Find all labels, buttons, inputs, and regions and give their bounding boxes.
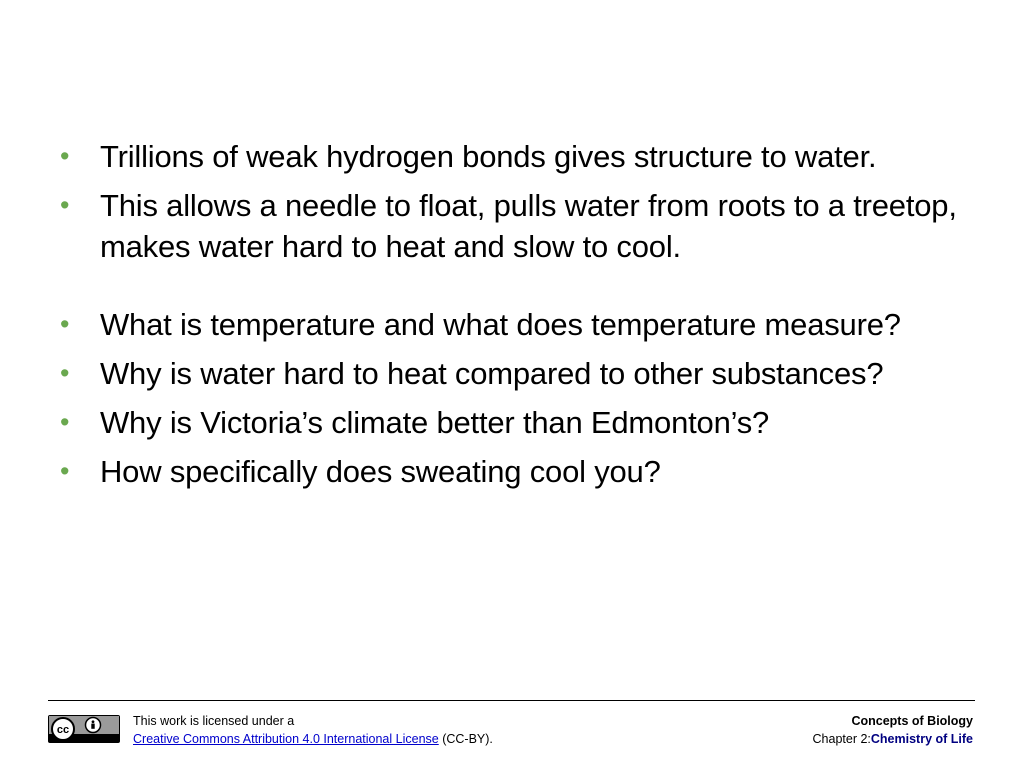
license-link[interactable]: Creative Commons Attribution 4.0 International License	[133, 732, 439, 746]
bullet-item	[58, 451, 958, 492]
bullet-marker: •	[60, 456, 70, 486]
bullet-marker: •	[60, 141, 70, 171]
bullet-item	[58, 185, 958, 267]
course-info	[813, 712, 973, 748]
bullet-item	[58, 304, 958, 345]
course-title: Concepts of Biology	[851, 714, 973, 728]
license-line	[133, 730, 493, 748]
bullet-text: This allows a needle to float, pulls water from roots to a treetop, makes water hard to heat and slow to cool.	[100, 188, 957, 264]
bullet-text: Trillions of weak hydrogen bonds gives structure to water.	[100, 139, 877, 174]
license-suffix: (CC-BY).	[438, 732, 493, 746]
bullet-item	[58, 136, 958, 177]
footer-divider	[48, 700, 975, 701]
cc-by-icon	[48, 715, 120, 743]
bullet-text: Why is water hard to heat compared to other substances?	[100, 356, 884, 391]
bullet-marker: •	[60, 190, 70, 220]
bullet-text: What is temperature and what does temperature measure?	[100, 307, 901, 342]
bullet-item	[58, 402, 958, 443]
bullet-text: Why is Victoria’s climate better than Edmonton’s?	[100, 405, 770, 440]
bullet-marker: •	[60, 407, 70, 437]
bullet-item	[58, 353, 958, 394]
license-notice	[133, 712, 493, 748]
license-intro: This work is licensed under a	[133, 714, 295, 728]
chapter-line	[813, 730, 973, 748]
bullet-marker: •	[60, 358, 70, 388]
chapter-name: Chemistry of Life	[870, 732, 973, 746]
bullet-marker: •	[60, 309, 70, 339]
chapter-prefix: Chapter 2:	[812, 732, 871, 746]
bullet-text: How specifically does sweating cool you?	[100, 454, 661, 489]
svg-text:cc: cc	[56, 724, 70, 736]
bullet-list	[58, 136, 958, 500]
